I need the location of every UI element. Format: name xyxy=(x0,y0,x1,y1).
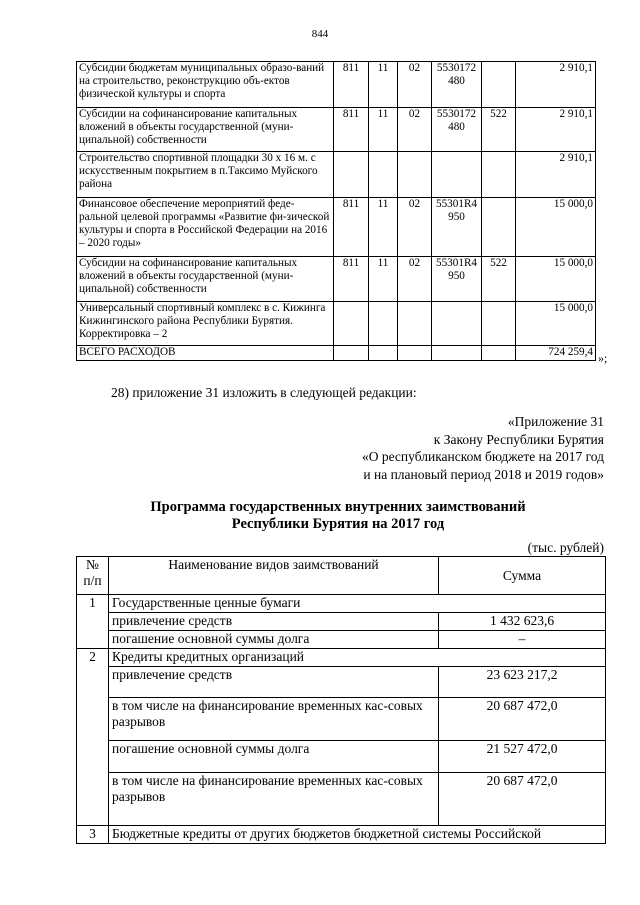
row-name: погашение основной суммы долга xyxy=(109,631,439,649)
section-title: Бюджетные кредиты от других бюджетов бюджетной системы Российской xyxy=(109,826,606,844)
row-csr: 5530172 480 xyxy=(432,62,482,108)
borrowing-table xyxy=(76,556,606,844)
row-rz: 11 xyxy=(369,257,398,302)
appendix-heading xyxy=(362,413,604,483)
row-pr xyxy=(398,302,432,346)
appendix-line: и на плановый период 2018 и 2019 годов» xyxy=(363,466,604,482)
row-vr xyxy=(482,198,516,257)
row-gr: 811 xyxy=(334,62,369,108)
closing-quote: »; xyxy=(598,351,608,365)
row-sum: 2 910,1 xyxy=(516,152,596,198)
row-sum: 15 000,0 xyxy=(516,257,596,302)
table-row xyxy=(77,698,606,741)
row-csr xyxy=(432,152,482,198)
row-vr xyxy=(482,152,516,198)
units-label: (тыс. рублей) xyxy=(527,540,604,555)
row-sum: – xyxy=(439,631,606,649)
appendix-line: к Закону Республики Бурятия xyxy=(433,431,604,447)
row-sum: 15 000,0 xyxy=(516,198,596,257)
row-csr: 55301R4 950 xyxy=(432,257,482,302)
row-sum: 1 432 623,6 xyxy=(439,613,606,631)
row-csr xyxy=(432,302,482,346)
row-vr: 522 xyxy=(482,108,516,152)
row-name: привлечение средств xyxy=(109,667,439,698)
row-vr: 522 xyxy=(482,257,516,302)
row-vr xyxy=(482,302,516,346)
row-pr: 02 xyxy=(398,198,432,257)
expenditure-table xyxy=(76,61,596,361)
row-name: в том числе на финансирование временных кас-совых разрывов xyxy=(109,698,439,741)
table-row xyxy=(77,302,596,346)
row-name: Универсальный спортивный комплекс в с. Кижинга Кижингинского района Республики Бурятия. Корректировка – 2 xyxy=(77,302,334,346)
row-pr: 02 xyxy=(398,108,432,152)
row-rz xyxy=(369,302,398,346)
table-row xyxy=(77,108,596,152)
table-row xyxy=(77,257,596,302)
section-row xyxy=(77,826,606,844)
appendix-line: «О республиканском бюджете на 2017 год xyxy=(361,449,604,464)
row-name: Финансовое обеспечение мероприятий феде-ральной целевой программы «Развитие фи-зической культуры и спорта в Российской Федерации на 2016 – 2020 годы» xyxy=(77,198,334,257)
row-gr xyxy=(334,152,369,198)
row-sum: 23 623 217,2 xyxy=(439,667,606,698)
row-name: Субсидии на софинансирование капитальных вложений в объекты государственной (муни-ципальной) собственности xyxy=(77,257,334,302)
page-number: 844 xyxy=(311,28,329,40)
row-gr xyxy=(334,302,369,346)
table-row xyxy=(77,152,596,198)
section-row xyxy=(77,649,606,667)
row-csr: 5530172 480 xyxy=(432,108,482,152)
row-sum: 2 910,1 xyxy=(516,62,596,108)
section-no: 3 xyxy=(77,826,109,844)
section-title: Кредиты кредитных организаций xyxy=(109,649,606,667)
row-sum: 15 000,0 xyxy=(516,302,596,346)
row-sum: 20 687 472,0 xyxy=(439,698,606,741)
row-name: привлечение средств xyxy=(109,613,439,631)
total-sum: 724 259,4 xyxy=(516,346,596,361)
table-row xyxy=(77,613,606,631)
header-sum: Сумма xyxy=(439,557,606,595)
row-pr: 02 xyxy=(398,62,432,108)
section-no: 1 xyxy=(77,595,109,649)
total-row xyxy=(77,346,596,361)
row-pr xyxy=(398,152,432,198)
row-csr: 55301R4 950 xyxy=(432,198,482,257)
section-title: Государственные ценные бумаги xyxy=(109,595,606,613)
row-rz: 11 xyxy=(369,62,398,108)
table-row xyxy=(77,741,606,773)
row-sum: 20 687 472,0 xyxy=(439,773,606,826)
row-name: Субсидии на софинансирование капитальных вложений в объекты государственной (муни-ципальной) собственности xyxy=(77,108,334,152)
title-line: Программа государственных внутренних заимствований xyxy=(150,499,526,515)
row-rz xyxy=(369,152,398,198)
row-sum: 2 910,1 xyxy=(516,108,596,152)
row-vr xyxy=(482,62,516,108)
table-row xyxy=(77,198,596,257)
table-row xyxy=(77,667,606,698)
row-name: погашение основной суммы долга xyxy=(109,741,439,773)
row-pr: 02 xyxy=(398,257,432,302)
row-name: Субсидии бюджетам муниципальных образо-ваний на строительство, реконструкцию объ-ектов физической культуры и спорта xyxy=(77,62,334,108)
title-line: Республики Бурятия на 2017 год xyxy=(231,516,445,532)
paragraph-28: 28) приложение 31 изложить в следующей редакции: xyxy=(111,385,417,400)
table-row xyxy=(77,631,606,649)
document-title xyxy=(0,499,640,533)
row-gr: 811 xyxy=(334,198,369,257)
appendix-line: «Приложение 31 xyxy=(507,414,604,429)
row-name: в том числе на финансирование временных кас-совых разрывов xyxy=(109,773,439,826)
row-gr: 811 xyxy=(334,108,369,152)
row-rz: 11 xyxy=(369,108,398,152)
row-sum: 21 527 472,0 xyxy=(439,741,606,773)
total-label: ВСЕГО РАСХОДОВ xyxy=(77,346,334,361)
header-row xyxy=(77,557,606,595)
section-no: 2 xyxy=(77,649,109,826)
row-name: Строительство спортивной площадки 30 х 16 м. с искусственным покрытием в п.Таксимо Муйского района xyxy=(77,152,334,198)
table-row xyxy=(77,62,596,108)
header-name: Наименование видов заимствований xyxy=(109,557,439,595)
header-no: № п/п xyxy=(77,557,109,595)
table-row xyxy=(77,773,606,826)
section-row xyxy=(77,595,606,613)
row-rz: 11 xyxy=(369,198,398,257)
row-gr: 811 xyxy=(334,257,369,302)
